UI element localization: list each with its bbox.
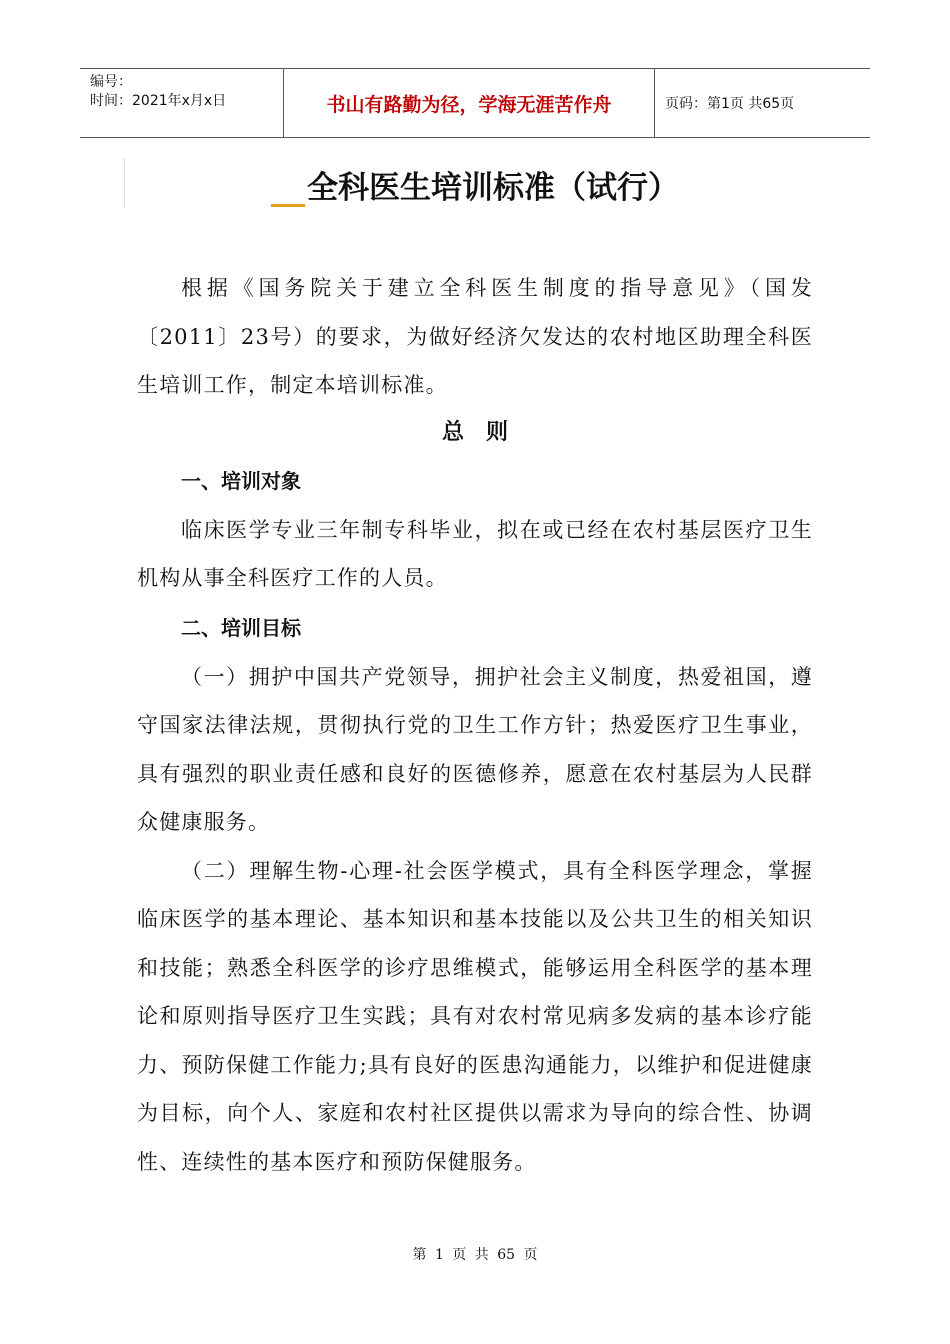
heading-training-goal: 二、培训目标 [181,615,301,640]
number-label: 编号： [90,74,132,90]
intro-paragraph: 根据《国务院关于建立全科医生制度的指导意见》（国发〔2011〕23号）的要求，为做好经济欠发达的农村地区助理全科医生培训工作，制定本培训标准。 [137,276,813,397]
document-title: 全科医生培训标准（试行） [307,170,679,206]
paragraph-training-target: 临床医学专业三年制专科毕业，拟在或已经在农村基层医疗卫生机构从事全科医疗工作的人员。 [137,517,813,590]
title-block [0,162,950,207]
document-body [137,264,813,1186]
title-underline [271,176,305,207]
paragraph-goal-2: （二）理解生物-心理-社会医学模式，具有全科医学理念，掌握临床医学的基本理论、基本知识和基本技能以及公共卫生的相关知识和技能；熟悉全科医学的诊疗思维模式，能够运用全科医学的基本理论和原则指导医疗卫生实践；具有对农村常见病多发病的基本诊疗能力、预防保健工作能力;具有良好的医患沟通能力，以维护和促进健康为目标，向个人、家庭和农村社区提供以需求为导向的综合性、协调性、连续性的基本医疗和预防保健服务。 [137,858,813,1174]
time-label: 时间：2021年x月x日 [90,93,227,109]
page-footer: 第 1 页 共 65 页 [412,1247,538,1263]
paragraph-goal-1: （一）拥护中国共产党领导，拥护社会主义制度，热爱祖国，遵守国家法律法规，贯彻执行党的卫生工作方针；热爱医疗卫生事业，具有强烈的职业责任感和良好的医德修养，愿意在农村基层为人民群众健康服务。 [137,664,813,834]
section-title: 总则 [441,419,530,445]
document-header [80,68,870,138]
heading-training-target: 一、培训对象 [181,468,301,493]
header-page-info: 页码：第1页 共65页 [665,96,795,112]
header-meta [80,69,283,137]
header-motto: 书山有路勤为径，学海无涯苦作舟 [283,69,655,137]
